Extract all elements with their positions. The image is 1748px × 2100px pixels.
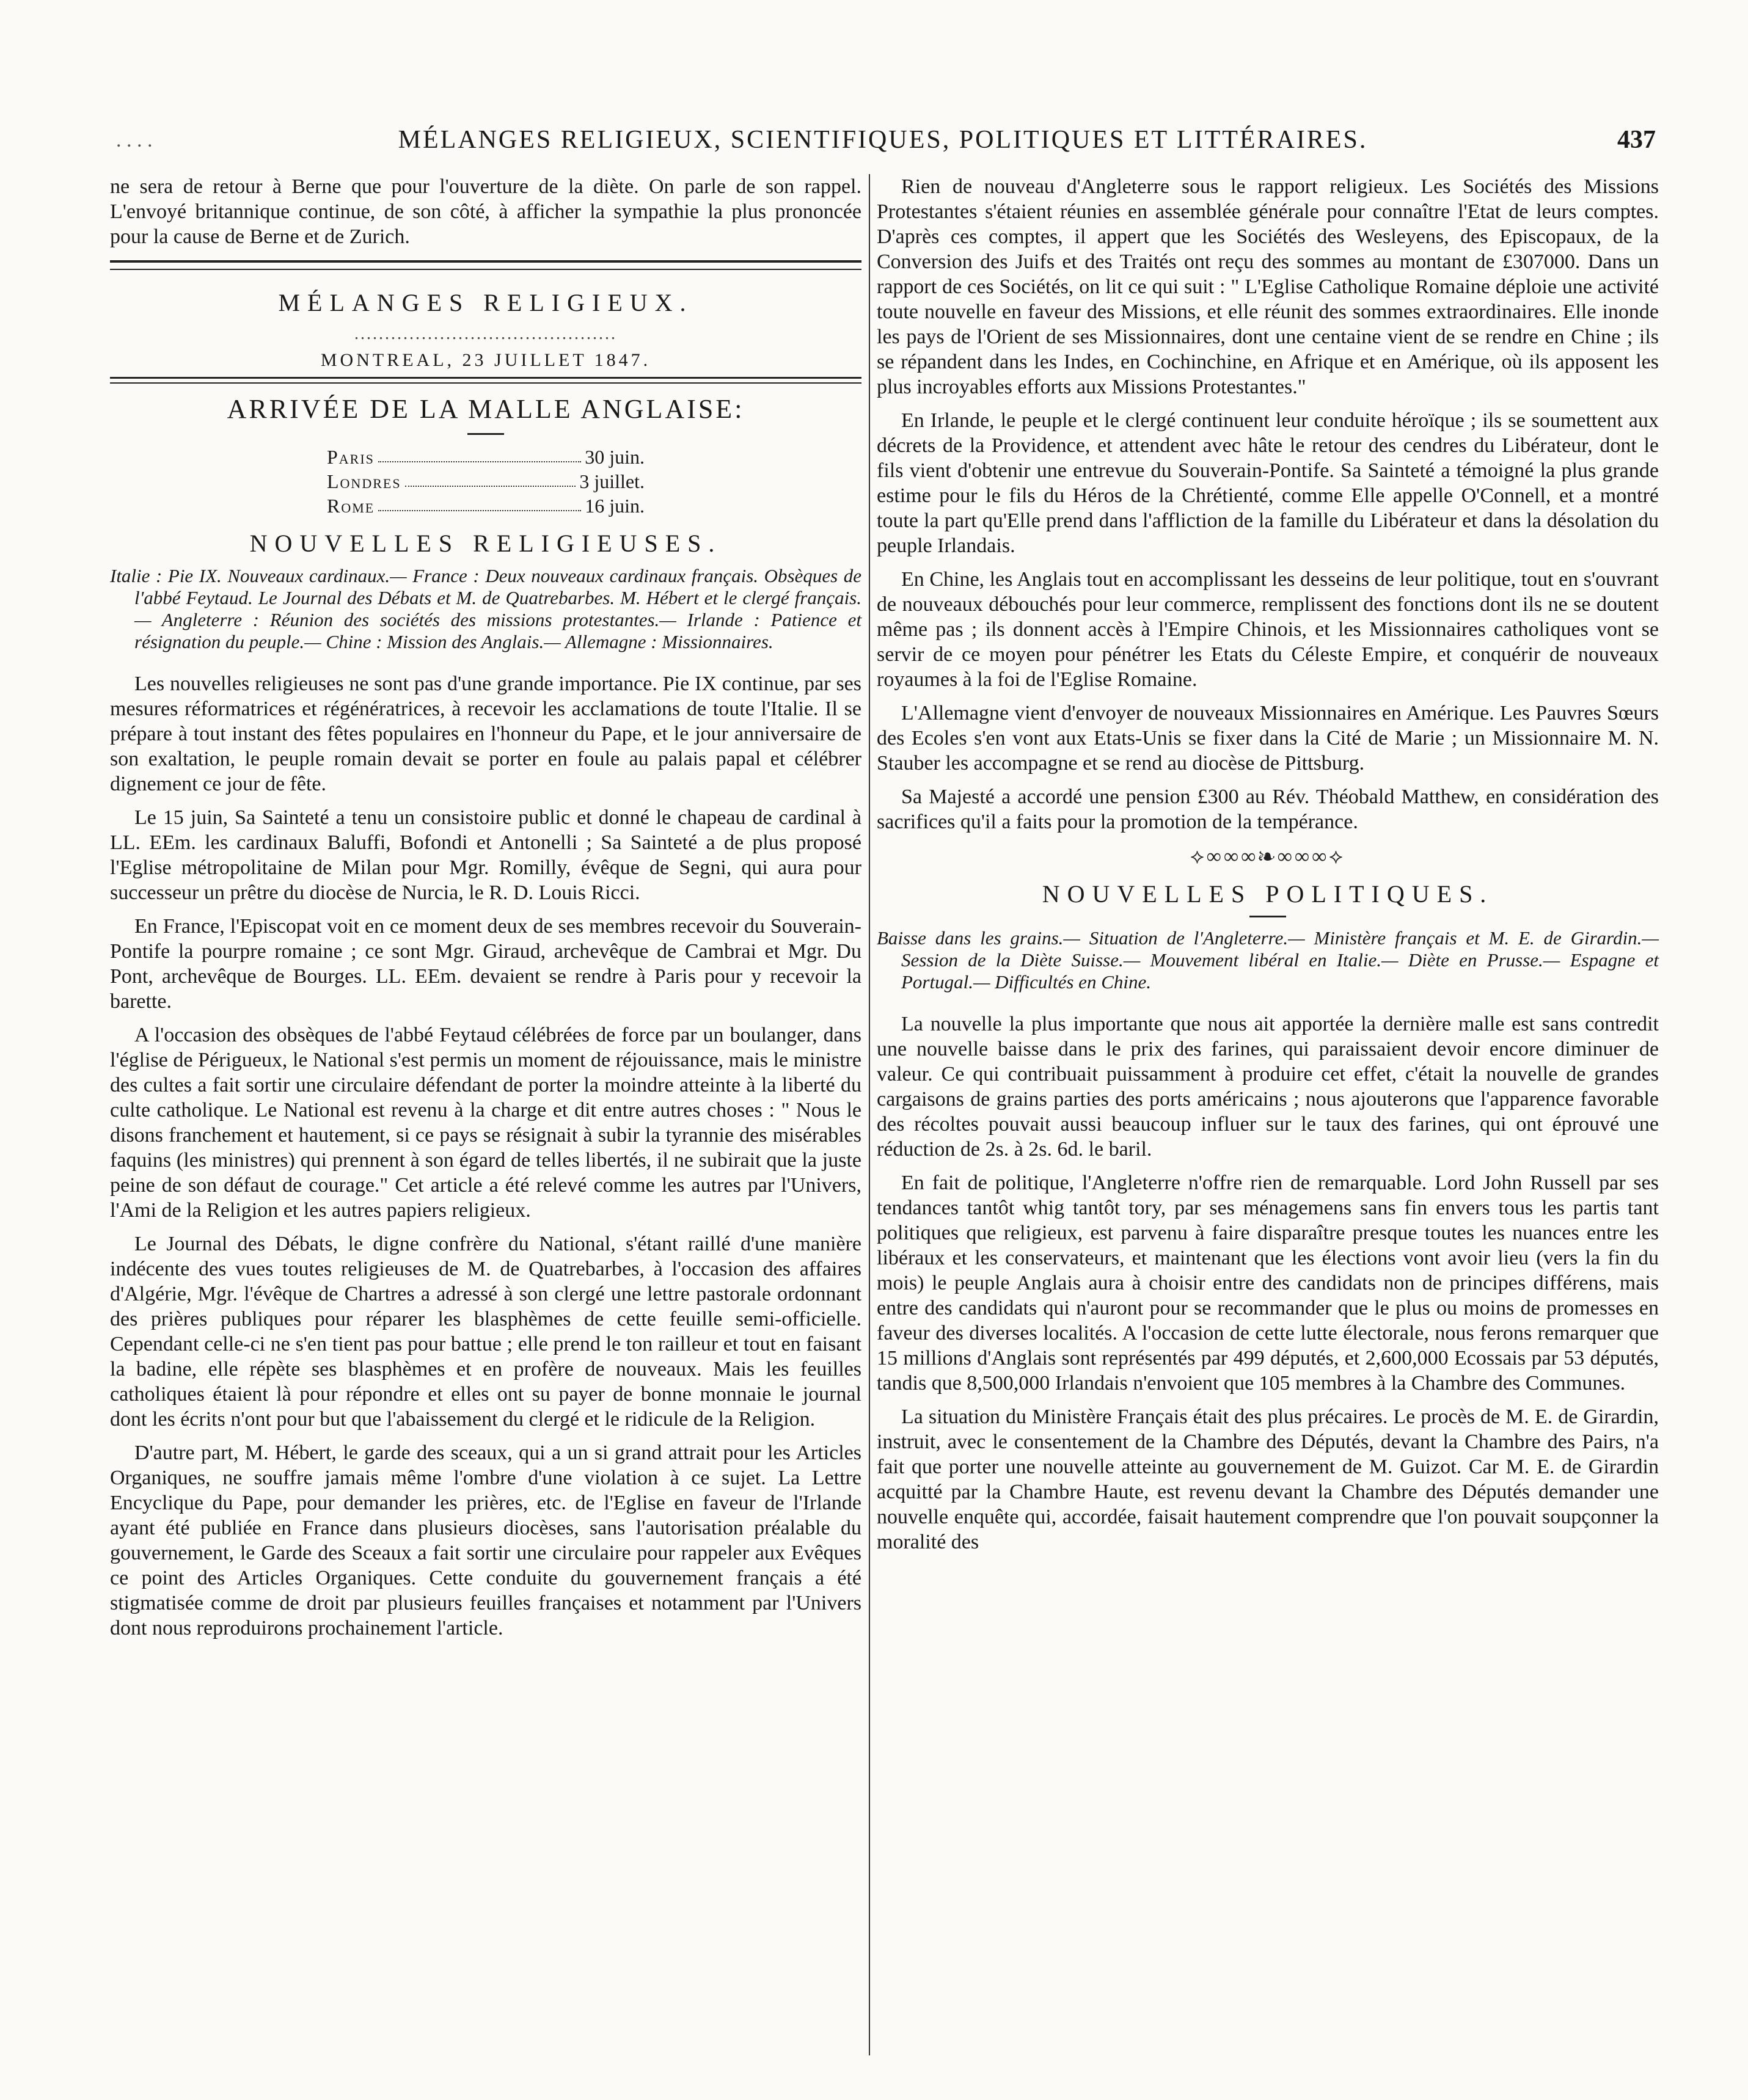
- article-paragraph: En fait de politique, l'Angleterre n'offre rien de remarquable. Lord John Russell par ses tendances tantôt whig tantôt tory, par ses ménagemens sans fin envers tous les partis tant politiques que religieux, est parvenu à faire disparaître presque toutes les nuances entre les libéraux et les conservateurs, et maintenant que les élections vont avoir lieu (vers la fin du mois) le peuple Anglais aura à choisir entre des candidats non de principes différens, mais entre des candidats qui n'auront pour se recommander que le plus ou moins de promesses en faveur des diverses localités. A l'occasion de cette lutte électorale, nous ferons remarquer que 15 millions d'Anglais sont représentés par 499 députés, et 2,600,000 Ecossais par 53 députés, tandis que 8,500,000 Irlandais n'envoient que 105 membres à la Chambre des Communes.: [877, 1172, 1659, 1395]
- header-title: MÉLANGES RELIGIEUX, SCIENTIFIQUES, POLITIQUES ET LITTÉRAIRES.: [398, 126, 1368, 154]
- arrival-date: 30 juin.: [585, 446, 645, 468]
- column-divider: [869, 174, 870, 2055]
- dot-leader: [405, 469, 576, 487]
- article-paragraph: La nouvelle la plus importante que nous ait apportée la dernière malle est sans contredit une nouvelle baisse dans le prix des farines, qui paraissaient devoir encore diminuer de valeur. Ce qui contribuait puissamment à produire cet effet, c'était la nouvelle de grandes cargaisons de grains parties des ports américains ; nous ajouterons que l'apparence favorable des récoltes pouvait aussi beaucoup influer sur le taux des farines, qui ont éprouvé une réduction de 2s. à 2s. 6d. le baril.: [877, 1013, 1659, 1161]
- left-column: [110, 174, 861, 1649]
- running-header: [110, 125, 1656, 162]
- article-paragraph: Le Journal des Débats, le digne confrère du National, s'étant raillé d'une manière indécente des vues toutes religieuses de M. de Quatrebarbes, à l'occasion des affaires d'Algérie, Mgr. l'évêque de Chartres a adressé à son clergé une lettre pastorale ordonnant des prières publiques pour réparer les blasphèmes de cette feuille semi-officielle. Cependant celle-ci ne s'en tient pas pour battue ; elle prend le ton railleur et tout en faisant la badine, elle répète ses blasphèmes et en profère de nouveaux. Mais les feuilles catholiques étaient là pour répondre et elles ont su payer de bonne monnaie le journal dont les écrits n'ont pour but que l'abaissement du clergé et le ridicule de la Religion.: [110, 1233, 861, 1431]
- article-paragraph: En France, l'Episcopat voit en ce moment deux de ses membres recevoir du Souverain-Pontife la pourpre romaine ; ce sont Mgr. Giraud, archevêque de Cambrai et Mgr. Du Pont, archevêque de Bourges. LL. EEm. devaient se rendre à Paris pour y recevoir la barette.: [110, 915, 861, 1013]
- article-paragraph: En Chine, les Anglais tout en accomplissant les desseins de leur politique, tout en s'ouvrant de nouveaux débouchés pour leur commerce, remplissent des fonctions dont ils ne se doutent même pas ; ils donnent accès à l'Empire Chinois, et les Missionnaires catholiques vont se servir de ce moyen pour pénétrer les Etats du Céleste Empire, et conquérir de nouveaux royaumes à la foi de l'Eglise Romaine.: [877, 568, 1659, 691]
- arrival-city: Londres: [327, 470, 401, 492]
- article-paragraph: Le 15 juin, Sa Sainteté a tenu un consistoire public et donné le chapeau de cardinal à LL. EEm. les cardinaux Baluffi, Bofondi et Antonelli ; Sa Sainteté a de plus proposé l'Eglise métropolitaine de Milan pour Mgr. Romilly, évêque de Segni, qui aura pour successeur un prêtre du diocèse de Nurcia, le R. D. Louis Ricci.: [110, 806, 861, 904]
- dateline-rule: [110, 377, 861, 384]
- short-rule: [1249, 916, 1286, 917]
- article-paragraph: Rien de nouveau d'Angleterre sous le rapport religieux. Les Sociétés des Missions Protestantes s'étaient réunies en assemblée générale pour connaître l'Etat de leurs comptes. D'après ces comptes, il appert que les Sociétés des Wesleyens, des Episcopaux, de la Conversion des Juifs et des Traités ont reçu des sommes au montant de £307000. Dans un rapport de ces Sociétés, on lit ce qui suit : " L'Eglise Catholique Romaine déploie une activité toute nouvelle en faveur des Missions, et elle réunit des sommes extraordinaires. Elle inonde les pays de l'Orient de ses Missionnaires, dont une centaine vient de se rendre en Chine ; ils se répandent dans les Indes, en Cochinchine, en Afrique et en Amérique, où ils apposent les plus incroyables efforts aux Missions Protestantes.": [877, 175, 1659, 398]
- right-column: [877, 174, 1659, 1563]
- arrival-title: ARRIVÉE DE LA MALLE ANGLAISE:: [227, 394, 745, 424]
- header-dots: . . . .: [116, 129, 153, 151]
- arrival-row: [327, 494, 645, 518]
- arrival-row: [327, 469, 645, 494]
- arrival-row: [327, 445, 645, 469]
- arrival-city: Rome: [327, 495, 375, 517]
- arrival-list: [327, 445, 645, 518]
- article-paragraph: Les nouvelles religieuses ne sont pas d'une grande importance. Pie IX continue, par ses mesures réformatrices et régénératrices, à recevoir les acclamations de toute l'Italie. Il se prépare à tout instant des fêtes populaires en l'honneur du Pape, et le jour anniversaire de son exaltation, le peuple romain devait se porter en foule au palais papal et célébrer dignement ce jour de fête.: [110, 673, 861, 795]
- article-paragraph: La situation du Ministère Français était des plus précaires. Le procès de M. E. de Girardin, instruit, avec le consentement de la Chambre des Députés, devant la Chambre des Pairs, n'a fait que porter une nouvelle atteinte au gouvernement de M. Guizot. Car M. E. de Girardin acquitté par la Chambre Haute, est revenu devant la Chambre des Députés demander une nouvelle enquête qui, accordée, faisait hautement comprendre que l'on pouvait soupçonner la moralité des: [877, 1405, 1659, 1553]
- article-paragraph: En Irlande, le peuple et le clergé continuent leur conduite héroïque ; ils se soumettent aux décrets de la Providence, et attendent avec hâte le retour des cendres du Libérateur, dont le fils vient d'obtenir une entrevue du Souverain-Pontife. Sa Sainteté a témoigné la plus grande estime pour le fils du Héros de la Chrétienté, comme Elle appelle O'Connell, et a montré toute la part qu'Elle prend dans l'affliction de la famille du Libérateur et dans la désolation du peuple Irlandais.: [877, 409, 1659, 557]
- section-title-religious: MÉLANGES RELIGIEUX.: [278, 289, 693, 316]
- arrival-city: Paris: [327, 446, 375, 468]
- arrival-date: 16 juin.: [585, 495, 645, 517]
- dot-leader: [378, 494, 581, 511]
- dotted-separator: ...........................................: [354, 324, 617, 343]
- article-paragraph: D'autre part, M. Hébert, le garde des sceaux, qui a un si grand attrait pour les Articles Organiques, ne souffre jamais même l'ombre d'une violation à ce sujet. La Lettre Encyclique du Pape, pour demander les prières, etc. de l'Eglise en faveur de l'Irlande ayant été publiée en France dans plusieurs diocèses, sans l'autorisation préalable du gouvernement, le Garde des Sceaux a fait sortir une circulaire pour rappeler aux Evêques ce point des Articles Organiques. Cette conduite du gouvernement français a été stigmatisée comme de droit par plusieurs feuilles françaises et notamment par l'Univers dont nous reproduirons prochainement l'article.: [110, 1442, 861, 1639]
- dot-leader: [378, 445, 581, 462]
- section-rule: [110, 260, 861, 270]
- article-paragraph: L'Allemagne vient d'envoyer de nouveaux Missionnaires en Amérique. Les Pauvres Sœurs des Ecoles s'en vont aux Etats-Unis se fixer dans la Cité de Marie ; un Missionnaire M. N. Stauber les accompagne et se rend au diocèse de Pittsburg.: [877, 702, 1659, 775]
- article-paragraph: Sa Majesté a accordé une pension £300 au Rév. Théobald Matthew, en considération des sacrifices qu'il a faits pour la promotion de la tempérance.: [877, 786, 1659, 833]
- dateline: MONTREAL, 23 JUILLET 1847.: [320, 350, 651, 370]
- arrival-date: 3 juillet.: [579, 470, 645, 492]
- article-paragraph: A l'occasion des obsèques de l'abbé Feytaud célébrées de force par un boulanger, dans l'église de Périgueux, le National s'est permis un moment de réjouissance, mais le ministre des cultes a fait sortir une circulaire défendant de porter la moindre atteinte à la liberté du culte catholique. Le National est revenu à la charge et dit entre autres choses : " Nous le disons franchement et hautement, si ce pays se résignait à subir la tyrannie des misérables faquins (les ministres) qui prennent à son égard de telles libertés, il ne subirait que la juste peine de son défaut de courage." Cet article a été relevé comme les autres par l'Univers, l'Ami de la Religion et les autres papiers religieux.: [110, 1024, 861, 1222]
- news-political-title: NOUVELLES POLITIQUES.: [1042, 880, 1494, 908]
- news-religious-title: NOUVELLES RELIGIEUSES.: [249, 530, 722, 557]
- religious-summary: Italie : Pie IX. Nouveaux cardinaux.— France : Deux nouveaux cardinaux français. Obsèques de l'abbé Feytaud. Le Journal des Débats et M. de Quatrebarbes. M. Hébert et le clergé français.— Angleterre : Réunion des sociétés des missions protestantes.— Irlande : Patience et résignation du peuple.— Chine : Mission des Anglais.— Allemagne : Missionnaires.: [110, 565, 861, 652]
- carryover-paragraph: ne sera de retour à Berne que pour l'ouverture de la diète. On parle de son rappel. L'envoyé britannique continue, de son côté, à afficher la sympathie la plus prononcée pour la cause de Berne et de Zurich.: [110, 175, 861, 248]
- page-number: 437: [1617, 126, 1656, 154]
- political-summary: Baisse dans les grains.— Situation de l'Angleterre.— Ministère français et M. E. de Girardin.— Session de la Diète Suisse.— Mouvement libéral en Italie.— Diète en Prusse.— Espagne et Portugal.— Difficultés en Chine.: [877, 927, 1659, 993]
- short-rule: [467, 433, 504, 435]
- ornament-divider: ⟡∞∞∞❧∞∞∞⟡: [1190, 845, 1345, 868]
